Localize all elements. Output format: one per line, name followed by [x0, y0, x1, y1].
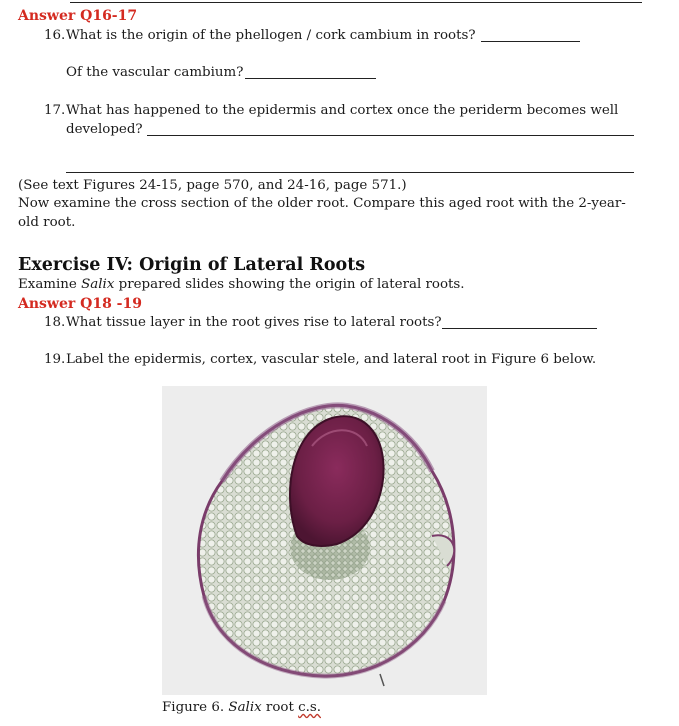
question-19-text: Label the epidermis, cortex, vascular stele, and lateral root in Figure 6 below.: [66, 352, 597, 367]
figure-6-caption: [162, 700, 321, 715]
question-19-number: 19.: [44, 352, 66, 367]
exercise-intro-after: prepared slides showing the origin of lateral roots.: [114, 277, 465, 292]
exercise-iv-intro: [18, 277, 465, 292]
question-17-answer-line-2[interactable]: [66, 172, 634, 173]
answer-label-q18-19: Answer Q18 -19: [18, 296, 142, 312]
examine-older-root-line-1: Now examine the cross section of the older root. Compare this aged root with the 2-year-: [18, 196, 626, 211]
exercise-iv-heading: Exercise IV: Origin of Lateral Roots: [18, 255, 366, 275]
question-18-number: 18.: [44, 315, 66, 330]
caption-prefix: Figure 6.: [162, 700, 229, 715]
question-16-followup-answer-line[interactable]: [245, 78, 376, 79]
question-17-answer-line-1[interactable]: [147, 135, 634, 136]
caption-italic: Salix: [228, 700, 262, 715]
question-17-line-1: What has happened to the epidermis and cortex once the periderm becomes well: [66, 103, 619, 118]
exercise-intro-before: Examine: [18, 277, 82, 292]
salix-root-cross-section-image: [162, 386, 487, 695]
question-16-number: 16.: [44, 28, 66, 43]
question-18-text: What tissue layer in the root gives rise to lateral roots?: [66, 315, 442, 330]
examine-older-root-line-2: old root.: [18, 215, 76, 230]
figure-6-micrograph: [162, 386, 487, 695]
answer-label-q16-17: Answer Q16-17: [18, 8, 138, 24]
top-answer-rule: [70, 2, 642, 3]
question-16-answer-line[interactable]: [481, 41, 580, 42]
question-17-line-2: developed?: [66, 122, 143, 137]
exercise-intro-italic: Salix: [81, 277, 115, 292]
question-16-followup: Of the vascular cambium?: [66, 65, 244, 80]
question-16-text: What is the origin of the phellogen / cork cambium in roots?: [66, 28, 476, 43]
caption-abbreviation: c.s.: [298, 700, 321, 715]
question-18-answer-line[interactable]: [442, 328, 597, 329]
question-17-number: 17.: [44, 103, 66, 118]
see-text-reference: (See text Figures 24-15, page 570, and 24-16, page 571.): [18, 178, 407, 193]
caption-middle: root: [261, 700, 299, 715]
